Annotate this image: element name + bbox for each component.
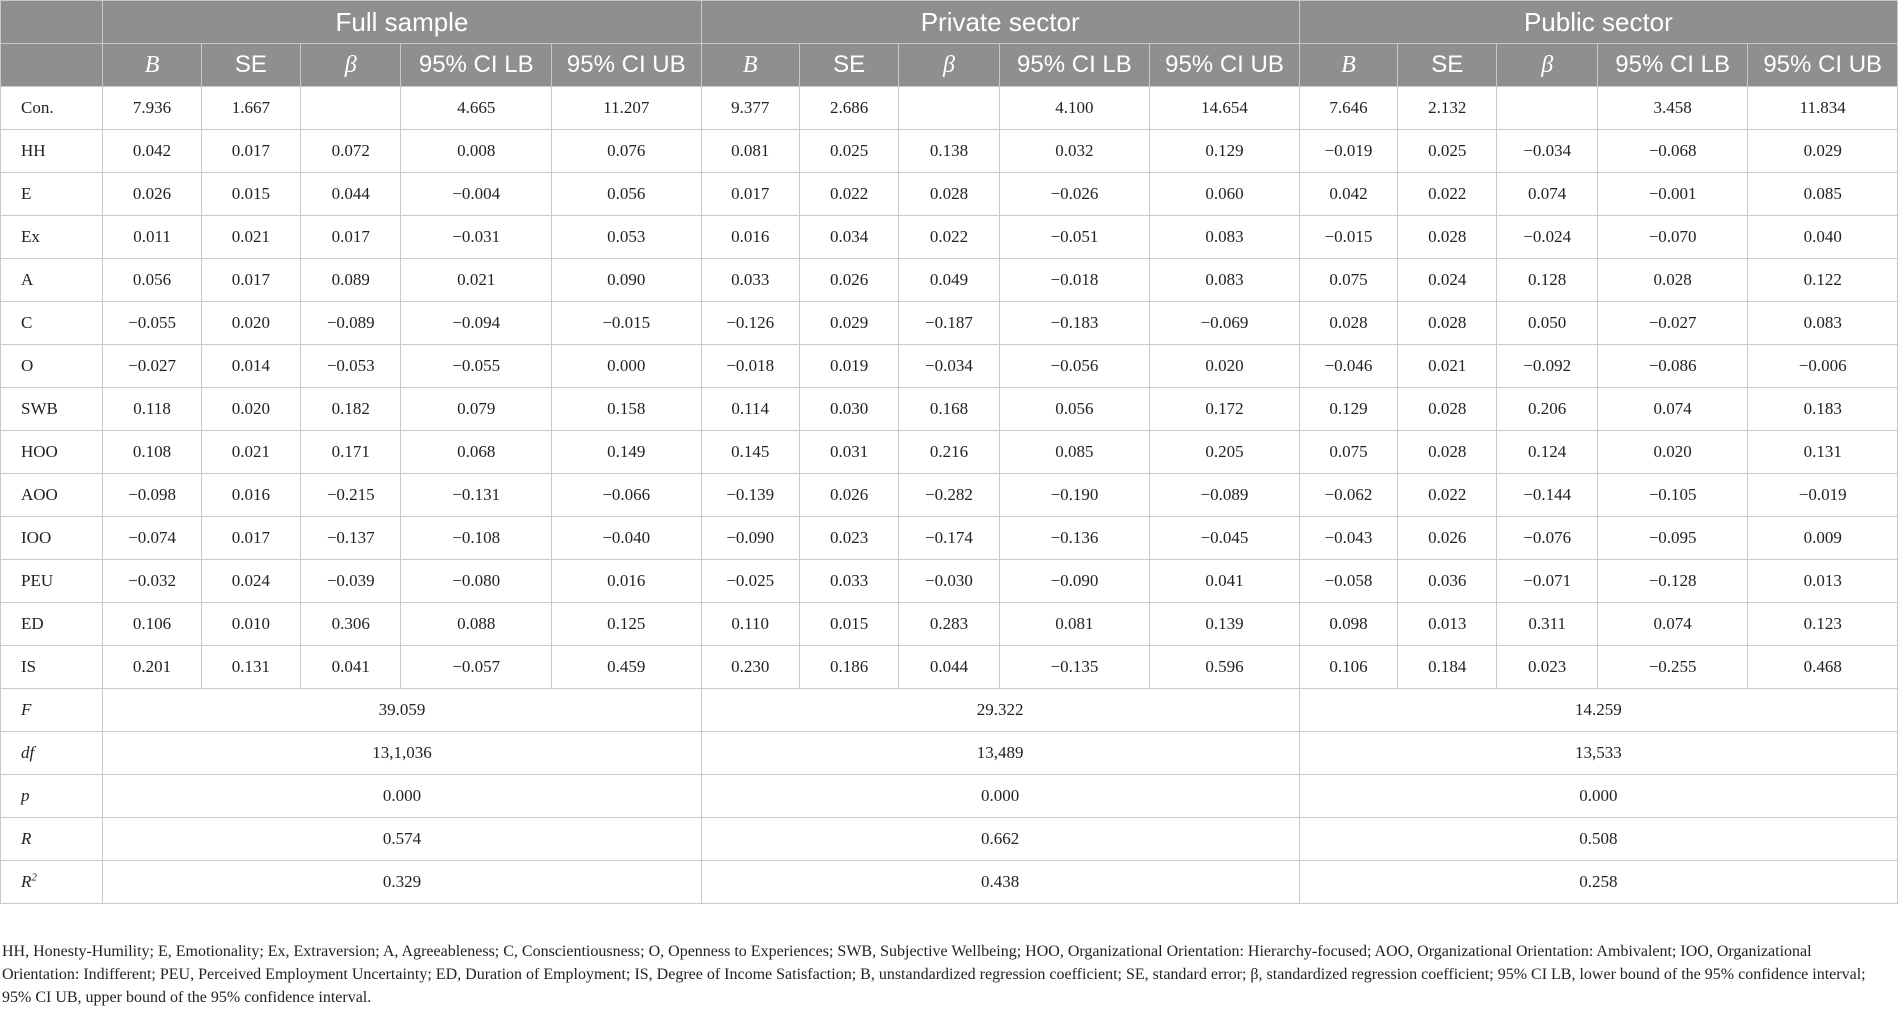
column-header: B — [1299, 44, 1397, 87]
table-cell: 0.230 — [701, 646, 799, 689]
table-cell: 0.022 — [1398, 173, 1497, 216]
table-cell: −0.057 — [401, 646, 552, 689]
column-header: SE — [1398, 44, 1497, 87]
table-cell: −0.128 — [1597, 560, 1748, 603]
table-cell: 0.033 — [701, 259, 799, 302]
table-cell: 0.085 — [999, 431, 1150, 474]
table-cell: 0.013 — [1398, 603, 1497, 646]
table-cell: −0.040 — [551, 517, 701, 560]
table-cell: −0.034 — [899, 345, 999, 388]
table-cell: 7.936 — [103, 87, 201, 130]
table-cell: −0.090 — [701, 517, 799, 560]
stat-value: 0.662 — [701, 818, 1299, 861]
stat-row — [1, 818, 1898, 861]
table-row — [1, 560, 1898, 603]
table-header — [1, 1, 1898, 87]
table-cell: 0.033 — [799, 560, 898, 603]
table-cell: −0.043 — [1299, 517, 1397, 560]
table-cell: −0.074 — [103, 517, 201, 560]
table-cell: 2.132 — [1398, 87, 1497, 130]
table-cell: −0.055 — [103, 302, 201, 345]
table-cell: −0.031 — [401, 216, 552, 259]
table-cell: −0.066 — [551, 474, 701, 517]
table-cell: −0.094 — [401, 302, 552, 345]
table-cell: −0.095 — [1597, 517, 1748, 560]
table-cell: 0.085 — [1748, 173, 1898, 216]
stat-label-text: R — [21, 829, 32, 848]
table-cell: 0.020 — [201, 302, 300, 345]
table-cell: 0.028 — [1398, 216, 1497, 259]
table-cell: −0.131 — [401, 474, 552, 517]
row-label: IS — [1, 646, 103, 689]
table-row — [1, 474, 1898, 517]
table-cell: −0.090 — [999, 560, 1150, 603]
stat-value: 0.508 — [1299, 818, 1897, 861]
column-header: B — [103, 44, 201, 87]
table-cell: −0.215 — [301, 474, 401, 517]
table-cell: 0.081 — [701, 130, 799, 173]
table-cell: −0.137 — [301, 517, 401, 560]
stat-label — [1, 861, 103, 904]
table-cell: 0.016 — [701, 216, 799, 259]
column-header: SE — [799, 44, 898, 87]
table-cell: 0.032 — [999, 130, 1150, 173]
corner-cell — [1, 1, 103, 44]
table-body — [1, 87, 1898, 904]
table-cell: −0.055 — [401, 345, 552, 388]
table-cell: 0.131 — [201, 646, 300, 689]
table-cell: 0.000 — [551, 345, 701, 388]
table-cell: 0.468 — [1748, 646, 1898, 689]
table-cell: 0.022 — [1398, 474, 1497, 517]
table-cell: 0.029 — [799, 302, 898, 345]
table-row — [1, 87, 1898, 130]
table-row — [1, 431, 1898, 474]
column-header: β — [1497, 44, 1597, 87]
stat-row — [1, 732, 1898, 775]
table-cell: 0.042 — [103, 130, 201, 173]
table-cell: 0.031 — [799, 431, 898, 474]
table-cell: 0.079 — [401, 388, 552, 431]
row-label: C — [1, 302, 103, 345]
table-cell: 2.686 — [799, 87, 898, 130]
table-cell: −0.282 — [899, 474, 999, 517]
table-cell: −0.058 — [1299, 560, 1397, 603]
table-cell: 0.036 — [1398, 560, 1497, 603]
stat-value: 13,1,036 — [103, 732, 701, 775]
table-cell: 1.667 — [201, 87, 300, 130]
table-cell: 9.377 — [701, 87, 799, 130]
table-cell: 0.021 — [1398, 345, 1497, 388]
table-cell: 0.015 — [799, 603, 898, 646]
stat-value: 13,489 — [701, 732, 1299, 775]
table-cell: 0.022 — [899, 216, 999, 259]
table-cell: 0.172 — [1150, 388, 1300, 431]
table-cell: 0.014 — [201, 345, 300, 388]
table-cell: 0.056 — [551, 173, 701, 216]
table-cell: −0.046 — [1299, 345, 1397, 388]
table-cell: 0.025 — [799, 130, 898, 173]
column-header: β — [301, 44, 401, 87]
column-header: 95% CI LB — [1597, 44, 1748, 87]
table-cell: 0.028 — [1398, 431, 1497, 474]
table-row — [1, 216, 1898, 259]
table-cell: −0.069 — [1150, 302, 1300, 345]
table-cell: −0.027 — [1597, 302, 1748, 345]
table-cell: −0.105 — [1597, 474, 1748, 517]
table-cell: −0.089 — [301, 302, 401, 345]
table-cell: 0.158 — [551, 388, 701, 431]
stat-value: 0.258 — [1299, 861, 1897, 904]
table-cell: 0.068 — [401, 431, 552, 474]
table-cell: 0.081 — [999, 603, 1150, 646]
stat-value: 0.438 — [701, 861, 1299, 904]
row-label: PEU — [1, 560, 103, 603]
table-cell: 0.139 — [1150, 603, 1300, 646]
table-cell: 0.122 — [1748, 259, 1898, 302]
table-cell: 0.009 — [1748, 517, 1898, 560]
table-cell: 0.015 — [201, 173, 300, 216]
table-cell: −0.001 — [1597, 173, 1748, 216]
row-label: ED — [1, 603, 103, 646]
table-cell: −0.018 — [999, 259, 1150, 302]
stat-value: 0.000 — [1299, 775, 1897, 818]
table-cell: 0.182 — [301, 388, 401, 431]
table-cell: −0.032 — [103, 560, 201, 603]
stat-value: 0.329 — [103, 861, 701, 904]
table-row — [1, 517, 1898, 560]
stat-label-text: R — [21, 872, 32, 891]
table-cell: −0.255 — [1597, 646, 1748, 689]
table-cell: 0.171 — [301, 431, 401, 474]
table-cell: 0.168 — [899, 388, 999, 431]
table-cell: −0.024 — [1497, 216, 1597, 259]
table-cell: −0.019 — [1748, 474, 1898, 517]
stat-label-superscript: 2 — [31, 871, 37, 884]
table-cell: 0.020 — [1597, 431, 1748, 474]
table-cell: 0.021 — [401, 259, 552, 302]
table-cell: −0.174 — [899, 517, 999, 560]
table-cell: 0.026 — [1398, 517, 1497, 560]
table-cell: 0.186 — [799, 646, 898, 689]
table-cell: −0.068 — [1597, 130, 1748, 173]
table-cell: 0.074 — [1597, 388, 1748, 431]
table-cell: 0.149 — [551, 431, 701, 474]
table-cell: 0.028 — [1597, 259, 1748, 302]
table-cell: 0.026 — [103, 173, 201, 216]
table-footnote: HH, Honesty-Humility; E, Emotionality; Ex, Extraversion; A, Agreeableness; C, Conscientiousness; O, Openness to Experiences; SWB, Subjective Wellbeing; HOO, Organizational Orientation: Hierarchy-focused; AOO, Organizational Orientation: Ambivalent; IOO, Organizational Orientation: Indifferent; PEU, Perceived Employment Uncertainty; ED, Duration of Employment; IS, Degree of Income Satisfaction; B, unstandardized regression coefficient; SE, standard error; β, standardized regression coefficient; 95% CI LB, lower bound of the 95% confidence interval; 95% CI UB, upper bound of the 95% confidence interval. — [2, 943, 1866, 1006]
column-header: 95% CI UB — [551, 44, 701, 87]
table-cell: −0.144 — [1497, 474, 1597, 517]
stat-label — [1, 775, 103, 818]
table-cell: −0.019 — [1299, 130, 1397, 173]
table-cell: 0.034 — [799, 216, 898, 259]
table-cell: −0.071 — [1497, 560, 1597, 603]
table-cell: 0.049 — [899, 259, 999, 302]
stat-value: 14.259 — [1299, 689, 1897, 732]
table-cell: −0.006 — [1748, 345, 1898, 388]
table-cell: 0.020 — [201, 388, 300, 431]
table-cell: 0.206 — [1497, 388, 1597, 431]
table-cell: −0.004 — [401, 173, 552, 216]
table-cell: −0.015 — [1299, 216, 1397, 259]
stat-value: 0.000 — [701, 775, 1299, 818]
table-cell: 0.074 — [1597, 603, 1748, 646]
table-cell: 0.028 — [899, 173, 999, 216]
table-cell: −0.080 — [401, 560, 552, 603]
table-cell: 11.207 — [551, 87, 701, 130]
table-cell: −0.092 — [1497, 345, 1597, 388]
table-cell: −0.026 — [999, 173, 1150, 216]
table-cell: 0.022 — [799, 173, 898, 216]
table-cell: 0.138 — [899, 130, 999, 173]
table-row — [1, 259, 1898, 302]
column-header: 95% CI UB — [1150, 44, 1300, 87]
table-cell: 0.050 — [1497, 302, 1597, 345]
table-cell: 0.040 — [1748, 216, 1898, 259]
table-cell: 0.013 — [1748, 560, 1898, 603]
table-cell: 0.110 — [701, 603, 799, 646]
table-cell: −0.086 — [1597, 345, 1748, 388]
table-cell: 0.131 — [1748, 431, 1898, 474]
stat-value: 39.059 — [103, 689, 701, 732]
table-cell: 7.646 — [1299, 87, 1397, 130]
table-cell: 0.083 — [1150, 216, 1300, 259]
table-cell: 0.201 — [103, 646, 201, 689]
table-cell: 0.184 — [1398, 646, 1497, 689]
stat-value: 0.000 — [103, 775, 701, 818]
stat-row — [1, 861, 1898, 904]
table-cell: 4.665 — [401, 87, 552, 130]
table-cell: 0.021 — [201, 216, 300, 259]
table-cell: 0.017 — [301, 216, 401, 259]
table-cell: −0.056 — [999, 345, 1150, 388]
table-cell: 0.056 — [103, 259, 201, 302]
table-cell: 0.056 — [999, 388, 1150, 431]
table-cell: 0.042 — [1299, 173, 1397, 216]
table-cell: 0.216 — [899, 431, 999, 474]
table-cell: −0.187 — [899, 302, 999, 345]
table-row — [1, 345, 1898, 388]
table-cell: −0.045 — [1150, 517, 1300, 560]
table-cell: 0.019 — [799, 345, 898, 388]
table-cell: 0.083 — [1150, 259, 1300, 302]
stat-value: 0.574 — [103, 818, 701, 861]
table-cell: 0.017 — [201, 259, 300, 302]
table-cell: 0.076 — [551, 130, 701, 173]
table-cell: 0.089 — [301, 259, 401, 302]
group-header-private-sector: Private sector — [701, 1, 1299, 44]
row-label: HH — [1, 130, 103, 173]
table-cell: −0.025 — [701, 560, 799, 603]
row-label: Con. — [1, 87, 103, 130]
row-label: E — [1, 173, 103, 216]
stat-value: 29.322 — [701, 689, 1299, 732]
table-cell: 0.024 — [1398, 259, 1497, 302]
stat-row — [1, 775, 1898, 818]
table-cell — [1497, 87, 1597, 130]
table-cell: −0.126 — [701, 302, 799, 345]
table-cell: −0.108 — [401, 517, 552, 560]
table-cell: 0.283 — [899, 603, 999, 646]
table-cell: −0.062 — [1299, 474, 1397, 517]
row-label: HOO — [1, 431, 103, 474]
stat-label — [1, 689, 103, 732]
table-cell: 0.008 — [401, 130, 552, 173]
table-cell: 0.074 — [1497, 173, 1597, 216]
table-cell: 0.044 — [899, 646, 999, 689]
table-cell: 0.205 — [1150, 431, 1300, 474]
table-cell: 0.041 — [1150, 560, 1300, 603]
table-cell: 0.090 — [551, 259, 701, 302]
table-cell: 3.458 — [1597, 87, 1748, 130]
table-row — [1, 302, 1898, 345]
table-row — [1, 603, 1898, 646]
table-cell: 11.834 — [1748, 87, 1898, 130]
column-header: 95% CI LB — [999, 44, 1150, 87]
table-cell: 0.118 — [103, 388, 201, 431]
table-cell: 0.088 — [401, 603, 552, 646]
table-cell: −0.098 — [103, 474, 201, 517]
table-cell: 0.083 — [1748, 302, 1898, 345]
table-cell: 0.026 — [799, 259, 898, 302]
table-cell: 0.023 — [1497, 646, 1597, 689]
table-cell: −0.018 — [701, 345, 799, 388]
column-header: SE — [201, 44, 300, 87]
table-cell: 0.114 — [701, 388, 799, 431]
stat-label — [1, 818, 103, 861]
row-label: A — [1, 259, 103, 302]
stat-row — [1, 689, 1898, 732]
table-cell: −0.070 — [1597, 216, 1748, 259]
table-cell: 0.017 — [201, 130, 300, 173]
stat-label — [1, 732, 103, 775]
table-cell — [301, 87, 401, 130]
table-cell: 0.128 — [1497, 259, 1597, 302]
group-header-public-sector: Public sector — [1299, 1, 1897, 44]
table-cell: 0.041 — [301, 646, 401, 689]
table-cell: 0.060 — [1150, 173, 1300, 216]
table-cell: −0.190 — [999, 474, 1150, 517]
table-cell: 14.654 — [1150, 87, 1300, 130]
column-header: 95% CI UB — [1748, 44, 1898, 87]
row-label: SWB — [1, 388, 103, 431]
table-cell: 0.108 — [103, 431, 201, 474]
stat-label-text: p — [21, 786, 30, 805]
table-cell: 4.100 — [999, 87, 1150, 130]
row-label: AOO — [1, 474, 103, 517]
table-cell: −0.027 — [103, 345, 201, 388]
stat-value: 13,533 — [1299, 732, 1897, 775]
table-cell: −0.135 — [999, 646, 1150, 689]
row-label: O — [1, 345, 103, 388]
group-header-row — [1, 1, 1898, 44]
table-cell: 0.030 — [799, 388, 898, 431]
table-row — [1, 173, 1898, 216]
table-cell: 0.020 — [1150, 345, 1300, 388]
table-cell: 0.028 — [1299, 302, 1397, 345]
table-cell: 0.072 — [301, 130, 401, 173]
table-cell: 0.145 — [701, 431, 799, 474]
table-cell: 0.017 — [201, 517, 300, 560]
table-cell: 0.044 — [301, 173, 401, 216]
table-cell: 0.028 — [1398, 388, 1497, 431]
corner-cell-sub — [1, 44, 103, 87]
table-cell: −0.034 — [1497, 130, 1597, 173]
table-cell: 0.183 — [1748, 388, 1898, 431]
column-header: β — [899, 44, 999, 87]
table-cell: 0.306 — [301, 603, 401, 646]
stat-label-text: F — [21, 700, 32, 719]
table-cell: 0.123 — [1748, 603, 1898, 646]
table-cell: 0.129 — [1299, 388, 1397, 431]
column-header: 95% CI LB — [401, 44, 552, 87]
group-header-full-sample: Full sample — [103, 1, 701, 44]
table-cell: 0.053 — [551, 216, 701, 259]
table-cell: −0.076 — [1497, 517, 1597, 560]
table-cell: −0.136 — [999, 517, 1150, 560]
table-cell: 0.311 — [1497, 603, 1597, 646]
table-cell: 0.016 — [201, 474, 300, 517]
table-cell: −0.089 — [1150, 474, 1300, 517]
table-cell: 0.459 — [551, 646, 701, 689]
column-header: B — [701, 44, 799, 87]
table-cell: 0.129 — [1150, 130, 1300, 173]
table-cell: 0.024 — [201, 560, 300, 603]
table-row — [1, 388, 1898, 431]
table-cell: 0.125 — [551, 603, 701, 646]
table-row — [1, 130, 1898, 173]
table-cell: 0.016 — [551, 560, 701, 603]
table-cell: −0.030 — [899, 560, 999, 603]
table-cell: 0.026 — [799, 474, 898, 517]
table-cell: 0.596 — [1150, 646, 1300, 689]
table-cell: 0.010 — [201, 603, 300, 646]
table-cell: 0.106 — [103, 603, 201, 646]
table-cell: −0.183 — [999, 302, 1150, 345]
table-cell: 0.075 — [1299, 431, 1397, 474]
column-header-row — [1, 44, 1898, 87]
table-cell: 0.098 — [1299, 603, 1397, 646]
table-row — [1, 646, 1898, 689]
table-cell: 0.011 — [103, 216, 201, 259]
table-cell: 0.124 — [1497, 431, 1597, 474]
table-cell: 0.075 — [1299, 259, 1397, 302]
table-cell: −0.053 — [301, 345, 401, 388]
table-cell: −0.139 — [701, 474, 799, 517]
table-cell — [899, 87, 999, 130]
table-cell: 0.023 — [799, 517, 898, 560]
table-cell: 0.106 — [1299, 646, 1397, 689]
table-cell: −0.015 — [551, 302, 701, 345]
table-cell: −0.039 — [301, 560, 401, 603]
table-cell: −0.051 — [999, 216, 1150, 259]
table-cell: 0.028 — [1398, 302, 1497, 345]
table-cell: 0.029 — [1748, 130, 1898, 173]
table-cell: 0.017 — [701, 173, 799, 216]
table-cell: 0.021 — [201, 431, 300, 474]
row-label: Ex — [1, 216, 103, 259]
stat-label-text: df — [21, 743, 35, 762]
table-cell: 0.025 — [1398, 130, 1497, 173]
row-label: IOO — [1, 517, 103, 560]
